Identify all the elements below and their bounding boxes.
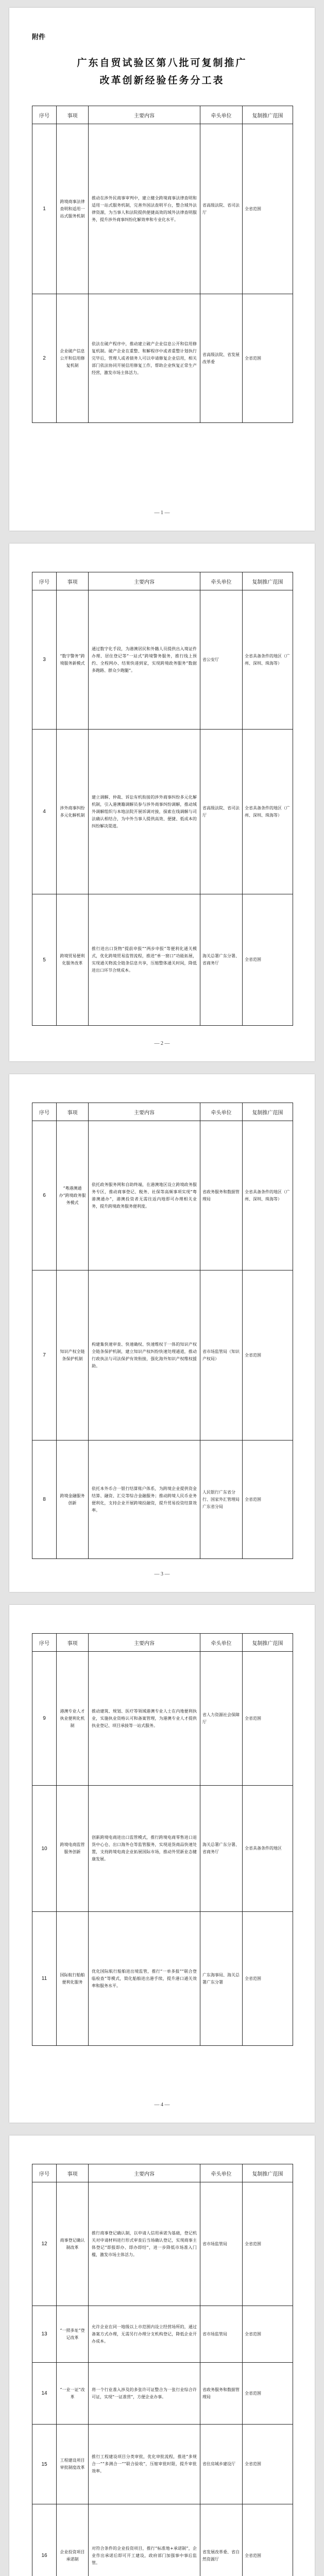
page	[9, 544, 315, 1061]
table-row	[32, 294, 293, 423]
header-row	[32, 1103, 293, 1121]
row-number: 10	[32, 1786, 57, 1912]
row-number: 14	[32, 2363, 57, 2425]
row-number: 16	[32, 2504, 57, 2576]
row-item: 企业破产信息公开和信用修复机制	[57, 294, 89, 423]
page-title: 广东自贸试验区第八批可复制推广	[77, 57, 247, 69]
row-number: 5	[32, 894, 57, 1026]
col-header-item: 事项	[57, 1634, 89, 1652]
table-row	[32, 1121, 293, 1270]
col-header-lead: 牵头单位	[200, 2164, 243, 2182]
table-row	[32, 2306, 293, 2363]
row-lead-unit: 省高级法院、省司法厅	[200, 124, 243, 294]
row-content: 优化国际航行船舶进出境监管，推行“一单多报”“联合登临检查”等模式，简化船舶进出港手续，提升港口通关效率和服务水平。	[89, 1912, 200, 2046]
col-header-no: 序号	[32, 572, 57, 590]
row-scope: 全省范围	[243, 294, 293, 423]
col-header-item: 事项	[57, 106, 89, 124]
header-row	[32, 2164, 293, 2182]
col-header-scope: 复制推广范围	[243, 1634, 293, 1652]
col-header-content: 主要内容	[89, 2164, 200, 2182]
row-number: 3	[32, 590, 57, 730]
col-header-lead: 牵头单位	[200, 1103, 243, 1121]
table-row	[32, 1652, 293, 1786]
row-number: 4	[32, 730, 57, 894]
task-table	[32, 572, 293, 1026]
row-item: 跨境贸易便利化服务改革	[57, 894, 89, 1026]
table-row	[32, 894, 293, 1026]
col-header-no: 序号	[32, 1103, 57, 1121]
table-row	[32, 1440, 293, 1559]
row-scope: 全省范围	[243, 1652, 293, 1786]
page-number: — 1 —	[154, 510, 170, 516]
row-item: “一照多址”登记改革	[57, 2306, 89, 2363]
task-table	[32, 2164, 293, 2576]
row-item: 工程建设项目审批制度改革	[57, 2425, 89, 2504]
row-content: 推行进出口货物“提前申报”“两步申报”等便利化通关模式，优化跨境贸易监管流程，推进“单一窗口”功能拓展，实现通关物流全链条信息共享，压缩整体通关时间，降低进出口环节合规成本。	[89, 894, 200, 1026]
row-scope: 全省具备条件的地区（广州、深圳、珠海等）	[243, 1121, 293, 1270]
row-content: 通过数字化手段，为港澳居民和外籍人员提供出入境证件办理、居住登记等“一站式”跨境警务服务，推行线上预约、全程网办、结果快递到家，实现跨境政务服务“数据多跑路、群众少跑腿”。	[89, 590, 200, 730]
attachment-label: 附件	[32, 33, 46, 41]
table-row	[32, 2425, 293, 2504]
page	[9, 8, 315, 531]
row-number: 1	[32, 124, 57, 294]
col-header-scope: 复制推广范围	[243, 2164, 293, 2182]
row-lead-unit: 省发展改革委、省自然资源厅	[200, 2504, 243, 2576]
row-content: 创新跨境电商进出口监管模式，推行跨境电商零售进口退货中心仓、出口海外仓等监管服务，实现退货商品快速处置，支持跨境电商企业拓展国际市场，推动外贸新业态健康发展。	[89, 1786, 200, 1912]
col-header-lead: 牵头单位	[200, 572, 243, 590]
col-header-item: 事项	[57, 2164, 89, 2182]
row-lead-unit: 省政务服务和数据管理局	[200, 2363, 243, 2425]
table-row	[32, 2504, 293, 2576]
row-content: 推行商事登记确认制，以申请人信用承诺为基础，登记机关对申请材料进行形式审查后当场确认登记，实现商事主体登记“即报即办、即办即结”，进一步降低市场准入门槛，激发市场主体活力。	[89, 2182, 200, 2306]
row-number: 13	[32, 2306, 57, 2363]
row-number: 15	[32, 2425, 57, 2504]
col-header-content: 主要内容	[89, 106, 200, 124]
col-header-scope: 复制推广范围	[243, 106, 293, 124]
row-scope: 全省范围	[243, 894, 293, 1026]
row-scope: 全省范围	[243, 2306, 293, 2363]
row-content: 依法在破产程序中，推动建立破产企业信息公开和信用修复机制。破产企业在重整、和解程序中或者重整计划执行完毕后，管理人或者债务人可以申请修复企业信用，相关部门依法协同开展信用修复工作，帮助企业恢复正常生产经营，激发市场主体活力。	[89, 294, 200, 423]
row-scope: 全省范围	[243, 124, 293, 294]
row-scope: 全省具备条件的地区（广州、深圳、珠海等）	[243, 590, 293, 730]
row-content: 推动在涉外民商事审判中，建立健全跨境商事法律查明和适用一站式服务机制，完善外国法查明平台，整合域外法律资源，为当事人和法院提供便捷高效的域外法律查明服务，提升涉外商事纠纷化解效率和专业化水平。	[89, 124, 200, 294]
row-item: 知识产权全链条保护机制	[57, 1270, 89, 1440]
task-table	[32, 1633, 293, 2046]
row-number: 12	[32, 2182, 57, 2306]
row-lead-unit: 省政务服务和数据管理局	[200, 1121, 243, 1270]
page-number: — 4 —	[154, 2102, 170, 2108]
row-item: 港澳专业人才执业便利化机制	[57, 1652, 89, 1786]
row-content: 将一个行业准入涉及的多张许可证整合为一张行业综合许可证，实现“一证准营”，方便企业办事。	[89, 2363, 200, 2425]
col-header-item: 事项	[57, 572, 89, 590]
row-number: 11	[32, 1912, 57, 2046]
row-content: 推行工程建设项目分类审批，优化审批流程，推进“多规合一”“多测合一”“联合验收”，压缩审批时限，提升审批效率。	[89, 2425, 200, 2504]
row-number: 2	[32, 294, 57, 423]
page	[9, 1605, 315, 2123]
row-number: 6	[32, 1121, 57, 1270]
row-lead-unit: 海关总署广东分署、省商务厅	[200, 1786, 243, 1912]
row-lead-unit: 省高级法院、省司法厅	[200, 730, 243, 894]
table-row	[32, 124, 293, 294]
row-item: “数字警务”跨境服务新模式	[57, 590, 89, 730]
col-header-lead: 牵头单位	[200, 106, 243, 124]
row-lead-unit: 省公安厅	[200, 590, 243, 730]
col-header-no: 序号	[32, 1634, 57, 1652]
table-row	[32, 1270, 293, 1440]
row-number: 8	[32, 1440, 57, 1559]
row-item: 跨境金融服务创新	[57, 1440, 89, 1559]
row-lead-unit: 海关总署广东分署、省商务厅	[200, 894, 243, 1026]
row-lead-unit: 省市场监管局	[200, 2306, 243, 2363]
header-row	[32, 106, 293, 124]
col-header-content: 主要内容	[89, 572, 200, 590]
row-scope: 全省范围	[243, 2425, 293, 2504]
header-row	[32, 1634, 293, 1652]
row-content: 对符合条件的企业投资项目，推行“标准地+承诺制”，企业作出承诺后即可开工建设，政府部门加强事中事后监管。	[89, 2504, 200, 2576]
col-header-scope: 复制推广范围	[243, 1103, 293, 1121]
col-header-no: 序号	[32, 2164, 57, 2182]
row-item: 商事登记确认制改革	[57, 2182, 89, 2306]
col-header-lead: 牵头单位	[200, 1634, 243, 1652]
row-scope: 全省范围	[243, 1270, 293, 1440]
row-lead-unit: 省市场监管局	[200, 2182, 243, 2306]
row-item: “粤港澳通办”跨境政务服务模式	[57, 1121, 89, 1270]
row-number: 7	[32, 1270, 57, 1440]
col-header-item: 事项	[57, 1103, 89, 1121]
table-row	[32, 1912, 293, 2046]
table-row	[32, 590, 293, 730]
row-content: 允许企业在同一地级以上市范围内设立经营场所的，通过备案方式办理，无需另行办理分支机构登记，降低企业开办成本。	[89, 2306, 200, 2363]
row-item: 企业投资项目承诺制	[57, 2504, 89, 2576]
col-header-content: 主要内容	[89, 1634, 200, 1652]
row-item: “一业一证”改革	[57, 2363, 89, 2425]
page-number: — 2 —	[154, 1041, 170, 1046]
row-scope: 全省范围	[243, 1440, 293, 1559]
table-row	[32, 2363, 293, 2425]
row-content: 建立调解、仲裁、诉讼有机衔接的涉外商事纠纷多元化解机制，引入港澳籍调解员参与涉外商事纠纷调解，推动域外调解组织与本地法院开展诉调对接，探索在线调解与司法确认相结合，为中外当事人提供高效、便捷、低成本的纠纷解决渠道。	[89, 730, 200, 894]
header-row	[32, 572, 293, 590]
row-scope: 全省范围	[243, 2363, 293, 2425]
row-scope: 全省范围	[243, 1912, 293, 2046]
row-content: 构建集快速审查、快速确权、快速维权于一体的知识产权全链条保护机制，建立知识产权纠纷快速处理通道，推动行政执法与司法保护有效衔接，强化海外知识产权维权援助。	[89, 1270, 200, 1440]
row-lead-unit: 省市场监管局（知识产权局）	[200, 1270, 243, 1440]
task-table	[32, 106, 293, 423]
page	[9, 2136, 315, 2576]
col-header-no: 序号	[32, 106, 57, 124]
row-item: 涉外商事纠纷多元化解机制	[57, 730, 89, 894]
row-scope: 全省具备条件的地区（广州、深圳、珠海等）	[243, 730, 293, 894]
row-content: 推动建筑、规划、医疗等领域港澳专业人士在内地便利执业，实施执业资格认可和备案管理，为港澳专业人才提供执业登记、项目承接等一站式服务。	[89, 1652, 200, 1786]
row-lead-unit: 省高级法院、省发展改革委	[200, 294, 243, 423]
row-item: 跨境电商监管服务创新	[57, 1786, 89, 1912]
task-table	[32, 1103, 293, 1559]
row-lead-unit: 省住房城乡建设厅	[200, 2425, 243, 2504]
page	[9, 1074, 315, 1592]
col-header-scope: 复制推广范围	[243, 572, 293, 590]
row-lead-unit: 省人力资源社会保障厅	[200, 1652, 243, 1786]
row-item: 跨境商事法律查明和适用一站式服务机制	[57, 124, 89, 294]
row-number: 9	[32, 1652, 57, 1786]
row-scope: 全省具备条件的地区	[243, 1786, 293, 1912]
page-number: — 3 —	[154, 1571, 170, 1577]
row-content: 依托本外币合一银行结算账户体系，为跨境企业提供资金结算、融资、汇兑等综合金融服务；推动跨境人民币业务便利化，支持企业开展跨境投融资，提升贸易投资结算效率。	[89, 1440, 200, 1559]
row-lead-unit: 广东海事局、海关总署广东分署	[200, 1912, 243, 2046]
table-row	[32, 730, 293, 894]
table-row	[32, 2182, 293, 2306]
row-item: 国际航行船舶便利化服务	[57, 1912, 89, 2046]
page-title: 改革创新经验任务分工表	[99, 75, 225, 86]
col-header-content: 主要内容	[89, 1103, 200, 1121]
table-row	[32, 1786, 293, 1912]
row-scope: 全省范围	[243, 2504, 293, 2576]
row-scope: 全省范围	[243, 2182, 293, 2306]
row-lead-unit: 人民银行广东省分行、国家外汇管理局广东省分局	[200, 1440, 243, 1559]
row-content: 依托政务服务网和自助终端，在港澳地区设立跨境政务服务专区，推动商事登记、税务、社保等高频事项实现“粤港澳通办”，港澳投资者无需往返内地即可办理相关业务，提升跨境政务服务便利度。	[89, 1121, 200, 1270]
